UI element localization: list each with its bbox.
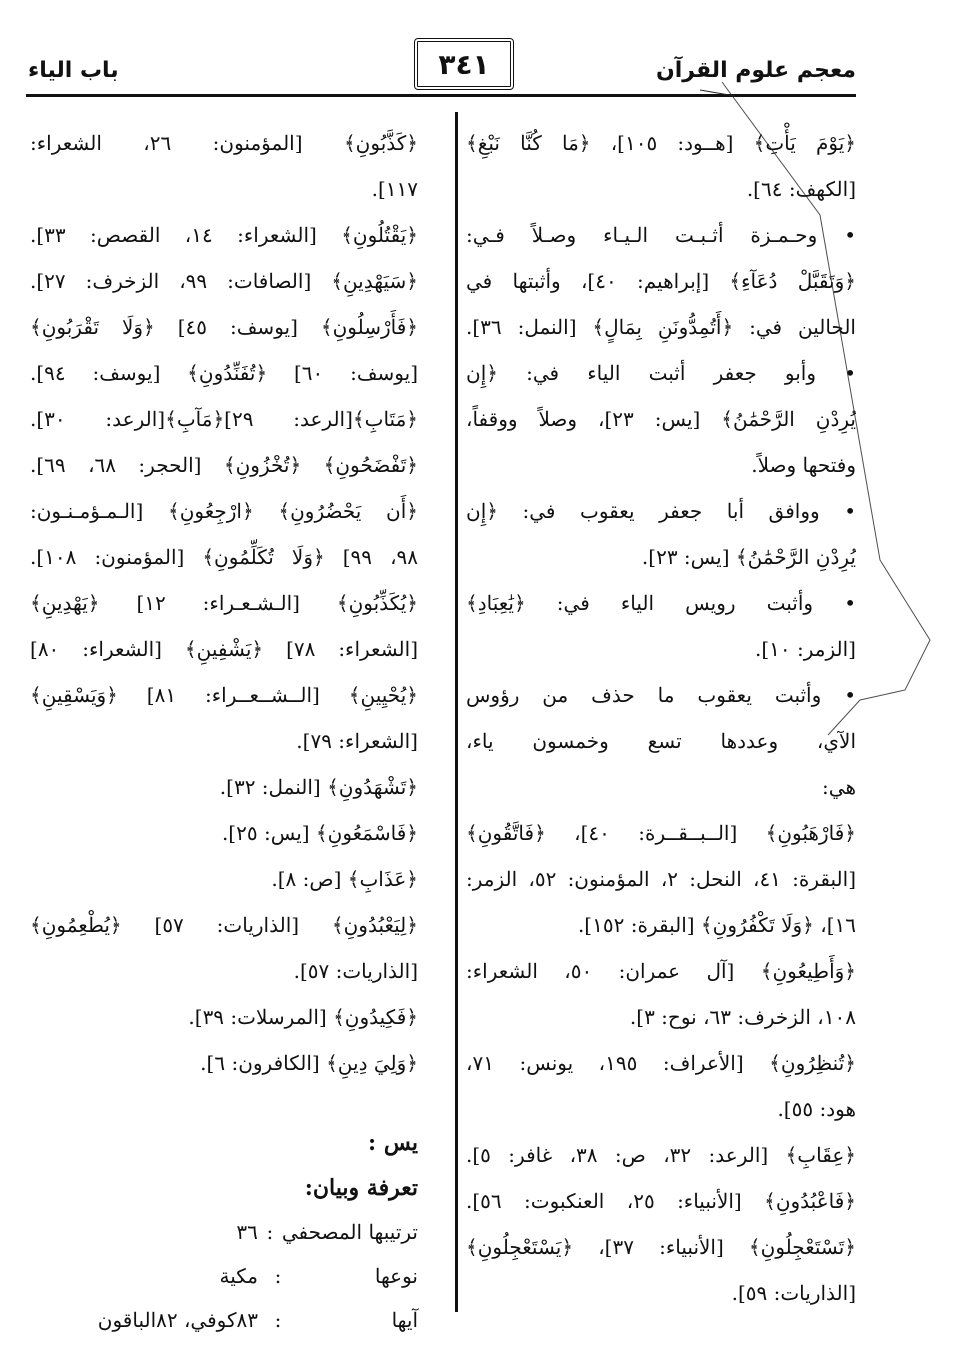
info-value: ٨٣كوفي، ٨٢الباقون — [97, 1308, 258, 1332]
info-separator: : — [266, 1220, 274, 1244]
text-line: ﴿وَأَطِيعُونِ﴾ [آل عمران: ٥٠، الشعراء: — [466, 959, 856, 983]
text-line: ﴿يُكَذِّبُونِ﴾ [الـشـعـراء: ١٢] ﴿يَهْدِينِ﴾ — [30, 591, 418, 615]
text-line: ﴿عَذَابِ﴾ [ص: ٨]. — [271, 867, 418, 891]
text-line: ﴿فَكِيدُونِ﴾ [المرسلات: ٣٩]. — [188, 1005, 418, 1029]
text-line: الحالين في: ﴿أَتُمِدُّونَنِ بِمَالٍ﴾ [النمل: ٣٦]. — [466, 315, 856, 339]
column-divider — [455, 112, 458, 1312]
info-separator: : — [274, 1264, 282, 1288]
text-line: ١١٧]. — [371, 177, 418, 201]
text-line: ﴿يُحْيِينِ﴾ [الــشــعــراء: ٨١] ﴿وَيَسْقِينِ﴾ — [30, 683, 418, 707]
text-line: ٩٨، ٩٩] ﴿وَلَا تُكَلِّمُونِ﴾ [المؤمنون: ١٠٨]. — [30, 545, 418, 569]
left-column — [30, 120, 418, 1342]
text-line: الآي، وعددها تسع وخمسون ياء، — [466, 729, 856, 753]
text-line: ﴿وَلِيَ دِينِ﴾ [الكافرون: ٦]. — [200, 1051, 418, 1075]
text-line: ١٦]، ﴿وَلَا تَكْفُرُونِ﴾ [البقرة: ١٥٢]. — [577, 913, 856, 937]
page-number-box — [414, 38, 514, 90]
text-line: ﴿تَسْتَعْجِلُونِ﴾ [الأنبياء: ٣٧]، ﴿يَسْتَعْجِلُونِ﴾ — [466, 1235, 856, 1259]
text-line: وفتحها وصلاً. — [751, 453, 856, 477]
text-line: ﴿فَاعْبُدُونِ﴾ [الأنبياء: ٢٥، العنكبوت: ٥٦]. — [466, 1189, 856, 1213]
text-line: [البقرة: ٤١، النحل: ٢، المؤمنون: ٥٢، الزمر: — [466, 867, 856, 891]
text-line: [الذاريات: ٥٩]. — [731, 1281, 856, 1305]
surah-info-row — [30, 1210, 418, 1254]
text-line: [يوسف: ٦٠] ﴿تُفَنِّدُونِ﴾ [يوسف: ٩٤]. — [30, 361, 418, 385]
text-line: [الكهف: ٦٤]. — [746, 177, 856, 201]
text-line: [الشعراء: ٧٩]. — [296, 729, 418, 753]
text-line: يُرِدْنِ الرَّحْمَٰنُ﴾ [يس: ٢٣]، وصلاً ووقفاً، — [466, 407, 856, 431]
text-line: • وحـمـزة أثـبـت الـيـاء وصـلاً فـي: — [466, 223, 856, 247]
text-line: ﴿كَذَّبُونِ﴾ [المؤمنون: ٢٦، الشعراء: — [30, 131, 418, 155]
text-line: ﴿يَقْتُلُونِ﴾ [الشعراء: ١٤، القصص: ٣٣]. — [30, 223, 418, 247]
text-line: ﴿وَتَقَبَّلْ دُعَآءِ﴾ [إبراهيم: ٤٠]، وأثبتها في — [466, 269, 856, 293]
text-line: ﴿أَن يَحْضُرُونِ﴾ ﴿ارْجِعُونِ﴾ [الـمـؤمـنـون: — [30, 499, 418, 523]
text-line: يُرِدْنِ الرَّحْمَٰنُ﴾ [يس: ٢٣]. — [641, 545, 856, 569]
surah-info-heading: تعرفة وبيان: — [304, 1175, 418, 1201]
text-line: • وأثبت يعقوب ما حذف من رؤوس — [466, 683, 856, 707]
text-line: ﴿عِقَابِ﴾ [الرعد: ٣٢، ص: ٣٨، غافر: ٥]. — [466, 1143, 856, 1167]
text-line: ﴿تُنظِرُونِ﴾ [الأعراف: ١٩٥، يونس: ٧١، — [466, 1051, 856, 1075]
text-line: ﴿فَاسْمَعُونِ﴾ [يس: ٢٥]. — [221, 821, 418, 845]
text-line: • ووافق أبا جعفر يعقوب في: ﴿إِن — [466, 499, 856, 523]
text-line: • وأبو جعفر أثبت الياء في: ﴿إِن — [466, 361, 856, 385]
text-line: ﴿تَشْهَدُونِ﴾ [النمل: ٣٢]. — [219, 775, 418, 799]
right-column — [466, 120, 856, 1316]
surah-info-row — [30, 1298, 418, 1342]
page-number: ٣٤١ — [438, 47, 490, 81]
info-label: ترتيبها المصحفي — [281, 1220, 418, 1244]
info-value: مكية — [219, 1264, 258, 1288]
text-line: ﴿فَأَرْسِلُونِ﴾ [يوسف: ٤٥] ﴿وَلَا تَقْرَبُونِ﴾ — [30, 315, 418, 339]
text-line: [الذاريات: ٥٧]. — [293, 959, 418, 983]
text-line: هي: — [822, 775, 856, 799]
text-line: ﴿مَتَابِ﴾[الرعد: ٢٩]﴿مَآبِ﴾[الرعد: ٣٠]. — [30, 407, 418, 431]
surah-info-row — [30, 1254, 418, 1298]
chapter-title: باب الياء — [28, 58, 119, 83]
text-line: ﴿يَوْمَ يَأْتِ﴾ [هــود: ١٠٥]، ﴿مَا كُنَّا نَبْغِ﴾ — [466, 131, 856, 155]
surah-heading: يس : — [368, 1130, 418, 1156]
text-line: ﴿سَيَهْدِينِ﴾ [الصافات: ٩٩، الزخرف: ٢٧]. — [30, 269, 418, 293]
info-value: ٣٦ — [236, 1220, 258, 1244]
text-line: ١٠٨، الزخرف: ٦٣، نوح: ٣]. — [629, 1005, 856, 1029]
info-label: آيها — [391, 1308, 418, 1332]
info-separator: : — [274, 1308, 282, 1332]
text-line: ﴿لِيَعْبُدُونِ﴾ [الذاريات: ٥٧] ﴿يُطْعِمُونِ﴾ — [30, 913, 418, 937]
header-rule — [26, 94, 856, 97]
text-line: [الزمر: ١٠]. — [755, 637, 856, 661]
text-line: • وأثبت رويس الياء في: ﴿يَٰعِبَادِ﴾ — [466, 591, 856, 615]
book-title: معجم علوم القرآن — [655, 58, 856, 83]
text-line: هود: ٥٥]. — [777, 1097, 856, 1121]
info-label: نوعها — [374, 1264, 418, 1288]
text-line: ﴿تَفْضَحُونِ﴾ ﴿تُخْزُونِ﴾ [الحجر: ٦٨، ٦٩]. — [30, 453, 418, 477]
text-line: [الشعراء: ٧٨] ﴿يَشْفِينِ﴾ [الشعراء: ٨٠] — [30, 637, 418, 661]
text-line: ﴿فَارْهَبُونِ﴾ [الــبــقــرة: ٤٠]، ﴿فَاتَّقُونِ﴾ — [466, 821, 856, 845]
